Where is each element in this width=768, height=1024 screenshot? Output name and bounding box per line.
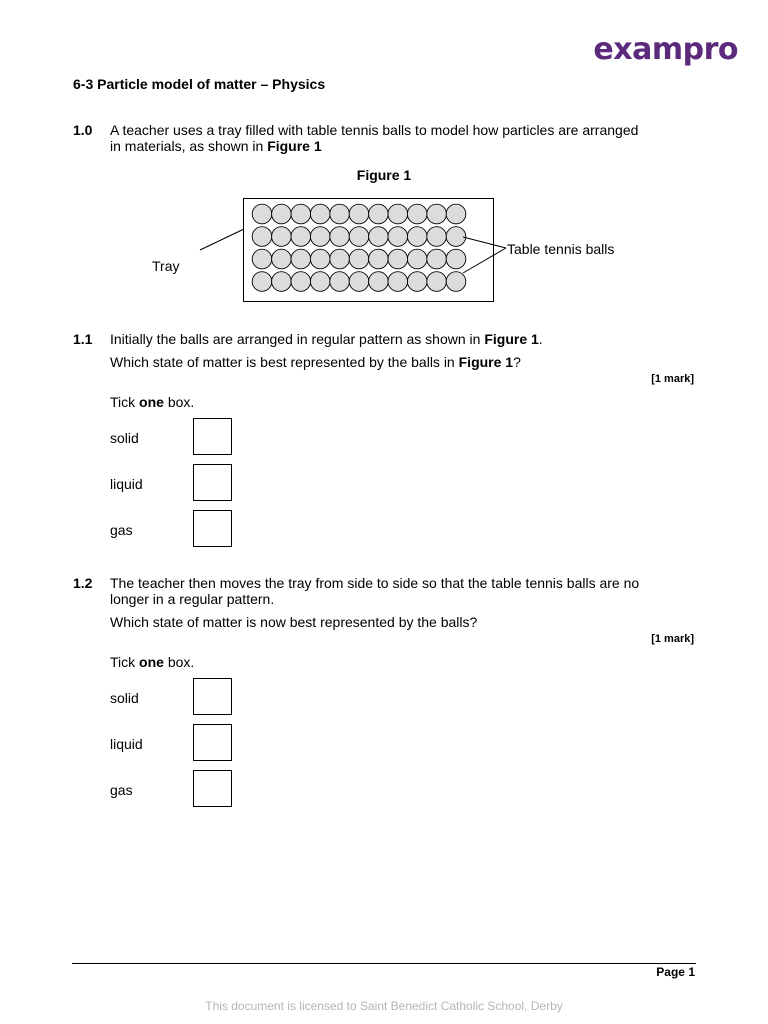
- tick-text: box.: [163, 394, 195, 410]
- figure-reference: Figure 1: [267, 138, 322, 154]
- table-tennis-ball: [349, 272, 369, 292]
- table-tennis-ball: [388, 227, 408, 247]
- table-tennis-ball: [272, 227, 292, 247]
- table-tennis-ball: [388, 272, 408, 292]
- table-tennis-ball: [310, 204, 330, 224]
- question-number-1-2: 1.2: [73, 575, 93, 591]
- tick-text: Tick: [110, 654, 140, 670]
- question-1-1-line2: [110, 354, 521, 370]
- table-tennis-ball: [272, 272, 292, 292]
- tick-instruction-1-2: [110, 654, 194, 670]
- marks-1-1: [1 mark]: [651, 373, 694, 385]
- question-1-2-line1: The teacher then moves the tray from side to side so that the table tennis balls are no: [110, 575, 640, 591]
- table-tennis-ball: [427, 249, 447, 269]
- question-1-2-line2: longer in a regular pattern.: [110, 591, 275, 607]
- table-tennis-ball: [272, 204, 292, 224]
- table-tennis-balls-label: Table tennis balls: [507, 241, 615, 257]
- option-label-gas-1-2: gas: [110, 782, 133, 798]
- table-tennis-ball: [330, 272, 350, 292]
- question-1-0-line2-text: in materials, as shown in: [110, 138, 268, 154]
- table-tennis-ball: [291, 227, 311, 247]
- tick-box-gas-1-1[interactable]: [193, 510, 232, 547]
- table-tennis-ball: [369, 204, 389, 224]
- table-tennis-ball: [330, 204, 350, 224]
- table-tennis-ball: [369, 272, 389, 292]
- tick-emphasis: one: [139, 654, 164, 670]
- table-tennis-ball: [407, 227, 427, 247]
- marks-1-2: [1 mark]: [651, 633, 694, 645]
- table-tennis-ball: [349, 249, 369, 269]
- page-number: Page 1: [656, 965, 695, 979]
- tray-label: Tray: [152, 258, 180, 274]
- question-1-2-text: [110, 575, 639, 607]
- table-tennis-ball: [407, 272, 427, 292]
- table-tennis-ball: [349, 227, 369, 247]
- punctuation: ?: [513, 354, 521, 370]
- question-1-1-line2-text: Which state of matter is best represented by the balls in: [110, 354, 459, 370]
- question-1-0-text: [110, 122, 638, 154]
- option-label-liquid-1-1: liquid: [110, 476, 143, 492]
- question-number-1-1: 1.1: [73, 331, 93, 347]
- question-1-0-line2: [110, 138, 638, 154]
- table-tennis-ball: [330, 227, 350, 247]
- table-tennis-ball: [252, 272, 272, 292]
- tick-box-liquid-1-2[interactable]: [193, 724, 232, 761]
- option-label-gas-1-1: gas: [110, 522, 133, 538]
- table-tennis-ball: [427, 227, 447, 247]
- table-tennis-ball: [446, 204, 466, 224]
- tick-box-solid-1-1[interactable]: [193, 418, 232, 455]
- table-tennis-ball: [252, 204, 272, 224]
- question-1-2-line3: Which state of matter is now best represented by the balls?: [110, 614, 478, 630]
- figure-reference: Figure 1: [484, 331, 539, 347]
- table-tennis-ball: [407, 204, 427, 224]
- question-1-0-line1: A teacher uses a tray filled with table tennis balls to model how particles are arranged: [110, 122, 639, 138]
- table-tennis-ball: [310, 272, 330, 292]
- option-label-solid-1-1: solid: [110, 430, 139, 446]
- table-tennis-ball: [388, 249, 408, 269]
- footer-divider: [72, 963, 696, 964]
- tick-box-liquid-1-1[interactable]: [193, 464, 232, 501]
- table-tennis-ball: [369, 249, 389, 269]
- question-1-1-line1: [110, 331, 543, 347]
- table-tennis-ball: [252, 249, 272, 269]
- question-1-1-line1-text: Initially the balls are arranged in regular pattern as shown in: [110, 331, 485, 347]
- table-tennis-ball: [427, 272, 447, 292]
- table-tennis-ball: [330, 249, 350, 269]
- table-tennis-ball: [310, 249, 330, 269]
- punctuation: .: [538, 331, 543, 347]
- tick-emphasis: one: [139, 394, 164, 410]
- figure-reference: Figure 1: [458, 354, 514, 370]
- option-label-solid-1-2: solid: [110, 690, 139, 706]
- figure-1-diagram: [140, 190, 640, 310]
- question-number-1-0: 1.0: [73, 122, 93, 138]
- tick-instruction-1-1: [110, 394, 194, 410]
- option-label-liquid-1-2: liquid: [110, 736, 143, 752]
- exampro-logo: exampro: [593, 32, 738, 67]
- table-tennis-ball: [291, 204, 311, 224]
- table-tennis-ball: [446, 272, 466, 292]
- figure-title: Figure 1: [356, 167, 412, 183]
- tick-text: box.: [163, 654, 195, 670]
- table-tennis-ball: [291, 249, 311, 269]
- table-tennis-ball: [252, 227, 272, 247]
- table-tennis-ball: [349, 204, 369, 224]
- table-tennis-ball: [310, 227, 330, 247]
- tick-text: Tick: [110, 394, 140, 410]
- table-tennis-ball: [369, 227, 389, 247]
- tray-pointer-line: [200, 229, 244, 250]
- tick-box-solid-1-2[interactable]: [193, 678, 232, 715]
- page-title: 6-3 Particle model of matter – Physics: [73, 76, 326, 92]
- table-tennis-ball: [388, 204, 408, 224]
- tick-box-gas-1-2[interactable]: [193, 770, 232, 807]
- table-tennis-ball: [407, 249, 427, 269]
- table-tennis-ball: [446, 227, 466, 247]
- table-tennis-ball: [272, 249, 292, 269]
- table-tennis-ball: [427, 204, 447, 224]
- license-notice: This document is licensed to Saint Benedict Catholic School, Derby: [205, 999, 563, 1013]
- table-tennis-ball: [446, 249, 466, 269]
- table-tennis-ball: [291, 272, 311, 292]
